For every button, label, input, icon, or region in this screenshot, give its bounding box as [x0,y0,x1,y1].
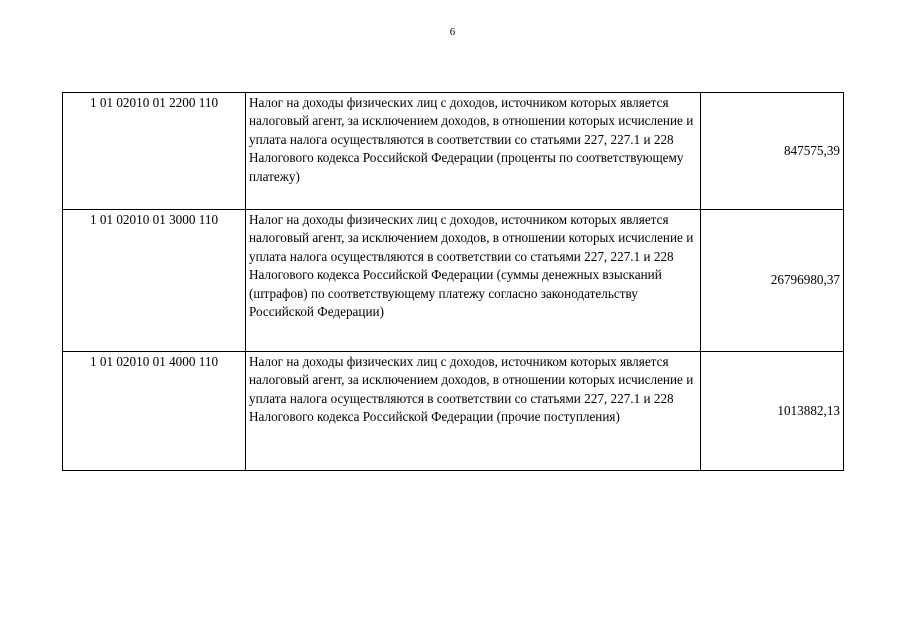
budget-classification-code: 1 01 02010 01 4000 110 [63,352,246,471]
revenue-amount: 26796980,37 [701,210,844,352]
revenue-amount: 847575,39 [701,93,844,210]
budget-revenue-table [62,92,844,471]
budget-classification-code: 1 01 02010 01 3000 110 [63,210,246,352]
table-row [63,93,844,210]
revenue-amount: 1013882,13 [701,352,844,471]
budget-classification-code: 1 01 02010 01 2200 110 [63,93,246,210]
revenue-description: Налог на доходы физических лиц с доходов, источником которых является налоговый агент, за исключением доходов, в отношении которых исчисление и уплата налога осуществляются в соответствии со статьями 227, 227.1 и 228 Налогового кодекса Российской Федерации (проценты по соответствующему платежу) [246,93,701,210]
table-row [63,352,844,471]
revenue-description: Налог на доходы физических лиц с доходов, источником которых является налоговый агент, за исключением доходов, в отношении которых исчисление и уплата налога осуществляются в соответствии со статьями 227, 227.1 и 228 Налогового кодекса Российской Федерации (прочие поступления) [246,352,701,471]
page-number: 6 [449,26,456,38]
table-row [63,210,844,352]
revenue-description: Налог на доходы физических лиц с доходов, источником которых является налоговый агент, за исключением доходов, в отношении которых исчисление и уплата налога осуществляются в соответствии со статьями 227, 227.1 и 228 Налогового кодекса Российской Федерации (суммы денежных взысканий (штрафов) по соответствующему платежу согласно законодательству Российской Федерации) [246,210,701,352]
